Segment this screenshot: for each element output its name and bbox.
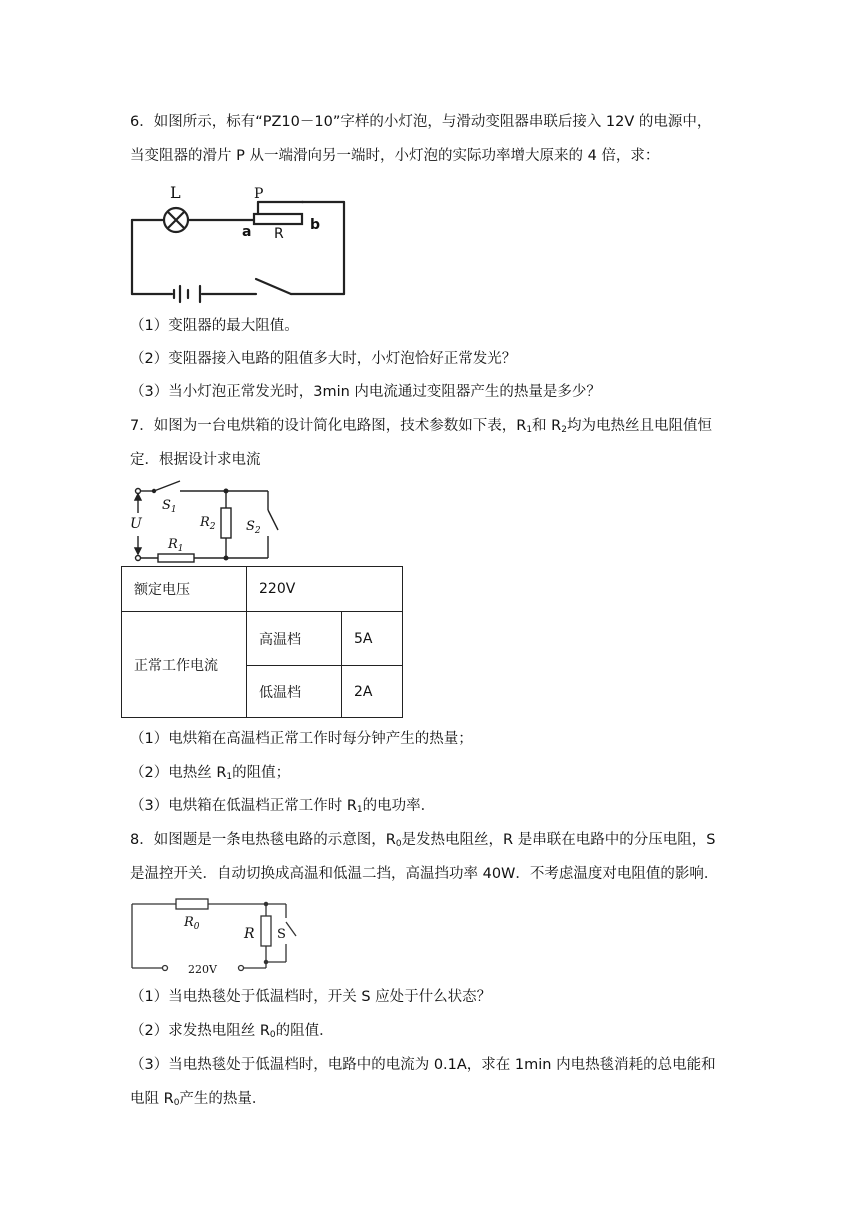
q7-fig-label-S2-sub: 2 <box>254 526 261 536</box>
q8-fig-label-R0-sub: 0 <box>193 922 200 932</box>
q8-fig-label-220V: 220V <box>188 963 217 976</box>
q8-part-3-line1: （3）当电热毯处于低温档时，电路中的电流为 0.1A，求在 1min 内电热毯消耗的总电能和 <box>130 1057 716 1073</box>
q7-fig-label-R2: R <box>200 515 210 530</box>
q7-stem-line1 <box>130 416 712 440</box>
q7-fig-label-R1-sub: 1 <box>177 544 184 554</box>
q7-stem-sub-2: 2 <box>561 425 567 435</box>
q7-fig-label-S1-sub: 1 <box>170 505 177 515</box>
working-current-label: 正常工作电流 <box>122 612 247 718</box>
svg-text:S1 <box>162 498 177 515</box>
q7-fig-label-R1: R <box>168 537 178 552</box>
q8-part-1: （1）当电热毯处于低温档时，开关 S 应处于什么状态？ <box>130 989 492 1005</box>
q8-part-2-text-a: （2）求发热电阻丝 R <box>130 1023 270 1039</box>
q8-part-3-line2 <box>130 1089 266 1113</box>
q8-stem-line1 <box>130 830 715 854</box>
table-row <box>122 612 403 666</box>
svg-text:R2 <box>199 515 216 532</box>
q8-stem-text-a: 8．如图题是一条电热毯电路的示意图，R <box>130 832 396 848</box>
q8-part-3-text-b: 电阻 R <box>130 1091 174 1107</box>
q7-fig-label-S2: S <box>246 519 255 534</box>
q7-part-2-text-a: （2）电热丝 R <box>130 765 227 781</box>
q7-fig-label-R2-sub: 2 <box>209 522 216 532</box>
table-row <box>122 567 403 612</box>
q6-part-1: （1）变阻器的最大阻值。 <box>130 318 299 334</box>
svg-text:U <box>130 516 143 532</box>
q8-fig-label-R0: R <box>184 915 194 930</box>
q8-stem-text-b: 是发热电阻丝，R 是串联在电路中的分压电阻，S <box>401 832 716 848</box>
high-temp-value: 5A <box>342 612 403 666</box>
q7-spec-table <box>121 566 403 718</box>
q6-fig-label-b: b <box>310 217 321 233</box>
svg-text:R0 <box>183 915 200 932</box>
q8-fig-label-R: R <box>244 926 255 942</box>
q7-part-1: （1）电烘箱在高温档正常工作时每分钟产生的热量； <box>130 731 473 747</box>
q6-stem-line2: 当变阻器的滑片 P 从一端滑向另一端时，小灯泡的实际功率增大原来的 4 倍，求： <box>130 148 660 164</box>
svg-text:S2 <box>246 519 261 536</box>
q6-stem-line1: 6．如图所示，标有“PZ10－10”字样的小灯泡，与滑动变阻器串联后接入 12V 的电源中， <box>130 114 712 130</box>
q7-circuit-diagram <box>126 480 286 566</box>
q8-part-2-text-b: 的阻值． <box>275 1023 334 1039</box>
q7-fig-label-U: U <box>130 516 142 532</box>
q7-stem-text-c: 均为电热丝且电阻值恒 <box>566 418 712 434</box>
q7-stem-line2: 定．根据设计求电流 <box>130 452 261 468</box>
high-temp-label: 高温档 <box>247 612 342 666</box>
rated-voltage-label: 额定电压 <box>122 567 247 612</box>
rated-voltage-value: 220V <box>247 567 403 612</box>
q6-fig-label-R: R <box>274 226 284 242</box>
q6-fig-label-P: P <box>254 186 264 202</box>
q7-fig-label-S1: S <box>162 498 171 513</box>
q8-stem-sub: 0 <box>395 839 402 849</box>
q8-part-3-text-c: 产生的热量． <box>179 1091 267 1107</box>
q8-part-2-sub: 0 <box>269 1030 276 1040</box>
q6-fig-label-a: a <box>242 224 252 240</box>
q8-part-2 <box>130 1021 334 1045</box>
q6-part-2: （2）变阻器接入电路的阻值多大时，小灯泡恰好正常发光？ <box>130 351 517 367</box>
q7-part-2-sub: 1 <box>226 772 233 782</box>
svg-text:R1 <box>167 537 184 554</box>
q8-stem-line2: 是温控开关．自动切换成高温和低温二挡，高温挡功率 40W．不考虑温度对电阻值的影响． <box>130 866 719 882</box>
q7-stem-text-b: 和 R <box>532 418 562 434</box>
q7-part-3-sub: 1 <box>356 805 363 815</box>
q8-fig-label-S: S <box>277 927 286 942</box>
low-temp-label: 低温档 <box>247 666 342 718</box>
q8-part-3-sub: 0 <box>173 1098 180 1108</box>
q8-circuit-diagram <box>128 896 303 978</box>
q7-stem-text-a: 7．如图为一台电烘箱的设计简化电路图，技术参数如下表，R <box>130 418 527 434</box>
q6-circuit-diagram <box>128 182 368 307</box>
q7-part-3 <box>130 796 435 820</box>
q7-part-3-text-b: 的电功率． <box>362 798 436 814</box>
q7-stem-sub-1: 1 <box>526 425 533 435</box>
q7-part-3-text-a: （3）电烘箱在低温档正常工作时 R <box>130 798 357 814</box>
q7-part-2 <box>130 763 290 787</box>
q6-fig-label-L: L <box>170 183 181 202</box>
q7-part-2-text-b: 的阻值； <box>232 765 291 781</box>
q6-part-3: （3）当小灯泡正常发光时，3min 内电流通过变阻器产生的热量是多少？ <box>130 384 601 400</box>
low-temp-value: 2A <box>342 666 403 718</box>
